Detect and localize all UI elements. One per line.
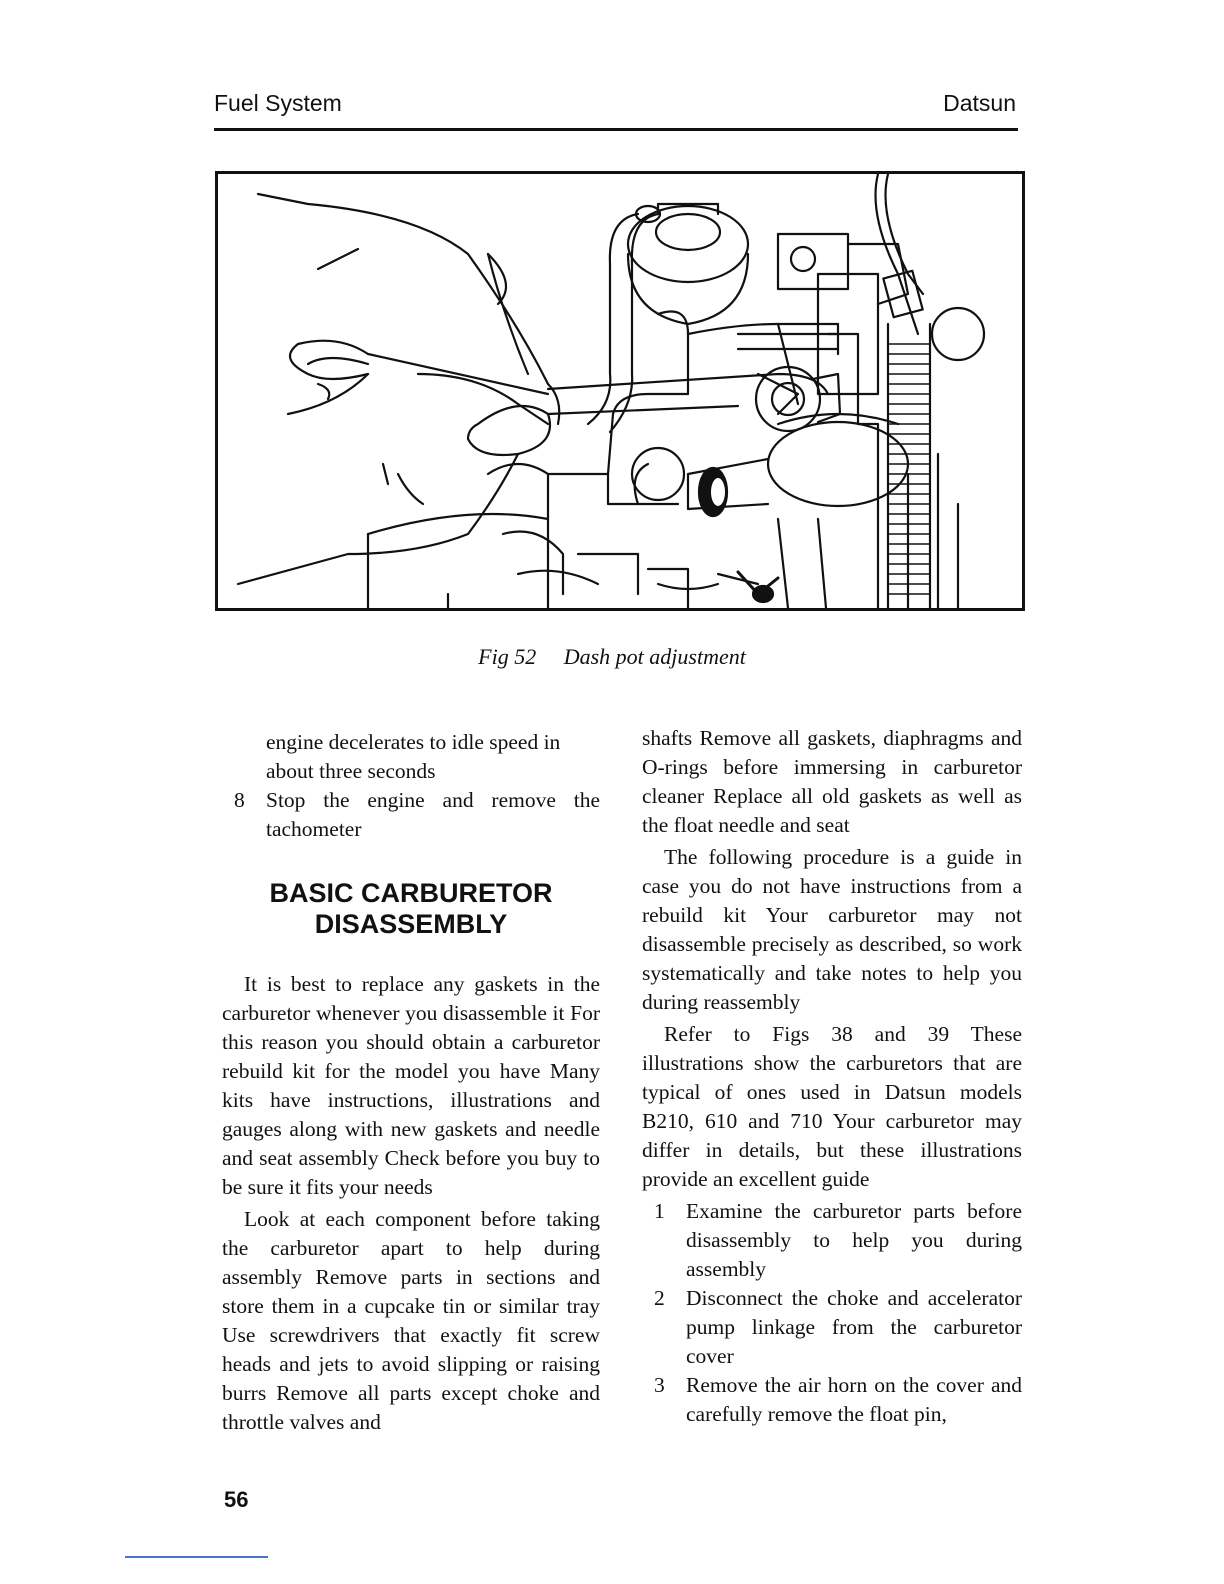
continued-step-line-2: about three seconds — [266, 759, 436, 783]
section-heading-line-2: DISASSEMBLY — [314, 909, 508, 939]
running-header — [214, 88, 1018, 131]
section-heading-line-1: BASIC CARBURETOR — [269, 878, 553, 908]
continued-step-line-1: engine decelerates to idle speed in — [266, 730, 561, 754]
step-8 — [222, 786, 600, 844]
step-2 — [642, 1284, 1022, 1371]
left-column — [222, 728, 600, 1440]
step-text: Remove the air horn on the cover and carefully remove the float pin, — [686, 1373, 1022, 1426]
step-number: 1 — [654, 1199, 665, 1223]
section-heading — [222, 878, 600, 940]
header-book-title: Datsun — [943, 90, 1016, 116]
step-3 — [642, 1371, 1022, 1429]
step-number: 3 — [654, 1373, 665, 1397]
bottom-rule — [125, 1556, 268, 1558]
carburetor-body-drawing — [368, 312, 958, 609]
step-text: Examine the carburetor parts before disassembly to help you during assembly — [686, 1199, 1022, 1281]
right-column — [642, 724, 1022, 1429]
figure-title: Dash pot adjustment — [563, 644, 746, 669]
paragraph: It is best to replace any gaskets in the carburetor whenever you disassemble it For this reason you should obtain a carburetor rebuild kit for the model you have Many kits have instructions, illustrations and gauges along with new gaskets and needle and seat assembly Check before you buy to be sure it fits your needs — [222, 972, 600, 1199]
step-1 — [642, 1197, 1022, 1284]
header-section-title: Fuel System — [214, 90, 342, 116]
page-number: 56 — [224, 1487, 249, 1512]
step-number: 2 — [654, 1286, 665, 1310]
figure-dash-pot-illustration — [215, 171, 1025, 611]
paragraph-continued: shafts Remove all gaskets, diaphragms and O-rings before immersing in carburetor cleaner Replace all old gaskets as well as the float needle and seat — [642, 726, 1022, 837]
figure-label: Fig 52 — [478, 644, 537, 669]
paragraph: The following procedure is a guide in case you do not have instructions from a rebuild kit Your carburetor may not disassemble precisely as described, so work systematically and take notes to help you during reassembly — [642, 845, 1022, 1014]
step-number: 8 — [234, 788, 245, 812]
step-text: Stop the engine and remove the tachometer — [266, 788, 600, 841]
step-text: Disconnect the choke and accelerator pump linkage from the carburetor cover — [686, 1286, 1022, 1368]
dash-pot-drawing — [632, 414, 908, 608]
paragraph: Refer to Figs 38 and 39 These illustrations show the carburetors that are typical of ones used in Datsun models B210, 610 and 710 Your carburetor may differ in details, but these illustrations provide an excellent guide — [642, 1022, 1022, 1191]
figure-caption — [0, 644, 1224, 670]
throttle-linkage-drawing — [738, 174, 984, 414]
paragraph: Look at each component before taking the carburetor apart to help during assembly Remove parts in sections and store them in a cupcake tin or similar tray Use screwdrivers that exactly fit screw heads and jets to avoid slipping or raising burrs Remove all parts except choke and throttle valves and — [222, 1207, 600, 1434]
